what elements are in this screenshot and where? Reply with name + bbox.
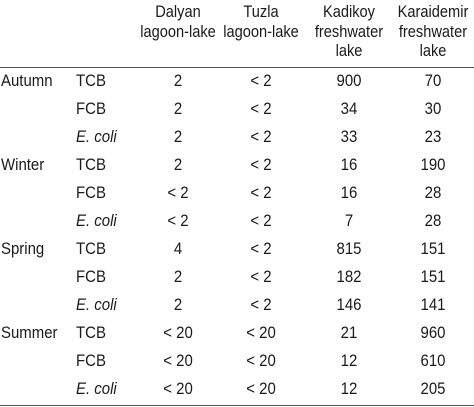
column-header-line: Kadikoy bbox=[322, 2, 376, 21]
value-cell: < 2 bbox=[250, 239, 272, 258]
column-header-line: lagoon-lake bbox=[223, 21, 299, 41]
value-cell: 30 bbox=[424, 99, 442, 118]
value-cell: 12 bbox=[340, 351, 358, 370]
value-cell: 34 bbox=[340, 99, 358, 118]
value-cell: 33 bbox=[340, 127, 358, 146]
column-header bbox=[306, 2, 392, 61]
value-cell: 960 bbox=[420, 323, 446, 342]
value-cell: < 2 bbox=[250, 99, 272, 118]
indicator-label: TCB bbox=[76, 239, 106, 258]
value-cell: < 20 bbox=[163, 379, 193, 398]
indicator-label: TCB bbox=[76, 155, 106, 174]
value-cell: < 2 bbox=[167, 183, 189, 202]
value-cell: 12 bbox=[340, 379, 358, 398]
column-header-line: Karaidemir bbox=[397, 2, 469, 21]
column-header-line: lake bbox=[335, 41, 363, 60]
value-cell: 815 bbox=[336, 239, 362, 258]
indicator-label: E. coli bbox=[76, 127, 117, 146]
value-cell: < 2 bbox=[250, 267, 272, 286]
column-header bbox=[386, 2, 474, 61]
value-cell: 610 bbox=[420, 351, 446, 370]
value-cell: 16 bbox=[340, 155, 358, 174]
value-cell: 182 bbox=[336, 267, 362, 286]
column-header bbox=[131, 2, 226, 41]
indicator-label: TCB bbox=[76, 71, 106, 90]
value-cell: 28 bbox=[424, 183, 442, 202]
value-cell: 4 bbox=[173, 239, 183, 258]
value-cell: 7 bbox=[344, 211, 354, 230]
value-cell: < 20 bbox=[163, 323, 193, 342]
value-cell: 900 bbox=[336, 71, 362, 90]
indicator-label: E. coli bbox=[76, 379, 117, 398]
value-cell: < 2 bbox=[250, 183, 272, 202]
column-header-line: freshwater bbox=[398, 21, 468, 41]
column-header-line: lagoon-lake bbox=[140, 21, 216, 41]
value-cell: 2 bbox=[173, 267, 183, 286]
season-label: Autumn bbox=[1, 71, 53, 90]
value-cell: < 20 bbox=[246, 323, 276, 342]
value-cell: 146 bbox=[336, 295, 362, 314]
value-cell: 23 bbox=[424, 127, 442, 146]
header-divider bbox=[0, 67, 474, 68]
value-cell: < 20 bbox=[246, 379, 276, 398]
value-cell: 141 bbox=[420, 295, 446, 314]
value-cell: < 2 bbox=[250, 71, 272, 90]
indicator-label: E. coli bbox=[76, 211, 117, 230]
column-header-line: Dalyan bbox=[155, 2, 201, 21]
value-cell: 2 bbox=[173, 99, 183, 118]
indicator-label: E. coli bbox=[76, 295, 117, 314]
indicator-label: FCB bbox=[76, 99, 106, 118]
value-cell: < 20 bbox=[163, 351, 193, 370]
table-bottom-rule bbox=[0, 405, 474, 406]
value-cell: 2 bbox=[173, 155, 183, 174]
value-cell: 2 bbox=[173, 127, 183, 146]
column-header-line: freshwater bbox=[314, 21, 384, 41]
value-cell: < 2 bbox=[250, 127, 272, 146]
value-cell: 16 bbox=[340, 183, 358, 202]
value-cell: < 2 bbox=[250, 155, 272, 174]
column-header-line: Tuzla bbox=[243, 2, 279, 21]
value-cell: 190 bbox=[420, 155, 446, 174]
value-cell: 151 bbox=[420, 239, 446, 258]
indicator-label: FCB bbox=[76, 351, 106, 370]
value-cell: 151 bbox=[420, 267, 446, 286]
value-cell: < 2 bbox=[250, 211, 272, 230]
value-cell: 2 bbox=[173, 295, 183, 314]
value-cell: 205 bbox=[420, 379, 446, 398]
value-cell: < 20 bbox=[246, 351, 276, 370]
value-cell: < 2 bbox=[250, 295, 272, 314]
season-label: Winter bbox=[1, 155, 45, 174]
value-cell: 21 bbox=[340, 323, 358, 342]
value-cell: < 2 bbox=[167, 211, 189, 230]
value-cell: 28 bbox=[424, 211, 442, 230]
indicator-label: TCB bbox=[76, 323, 106, 342]
value-cell: 2 bbox=[173, 71, 183, 90]
indicator-label: FCB bbox=[76, 183, 106, 202]
column-header bbox=[214, 2, 309, 41]
season-label: Summer bbox=[1, 323, 58, 342]
indicator-label: FCB bbox=[76, 267, 106, 286]
season-label: Spring bbox=[1, 239, 45, 258]
value-cell: 70 bbox=[424, 71, 442, 90]
column-header-line: lake bbox=[419, 41, 447, 60]
